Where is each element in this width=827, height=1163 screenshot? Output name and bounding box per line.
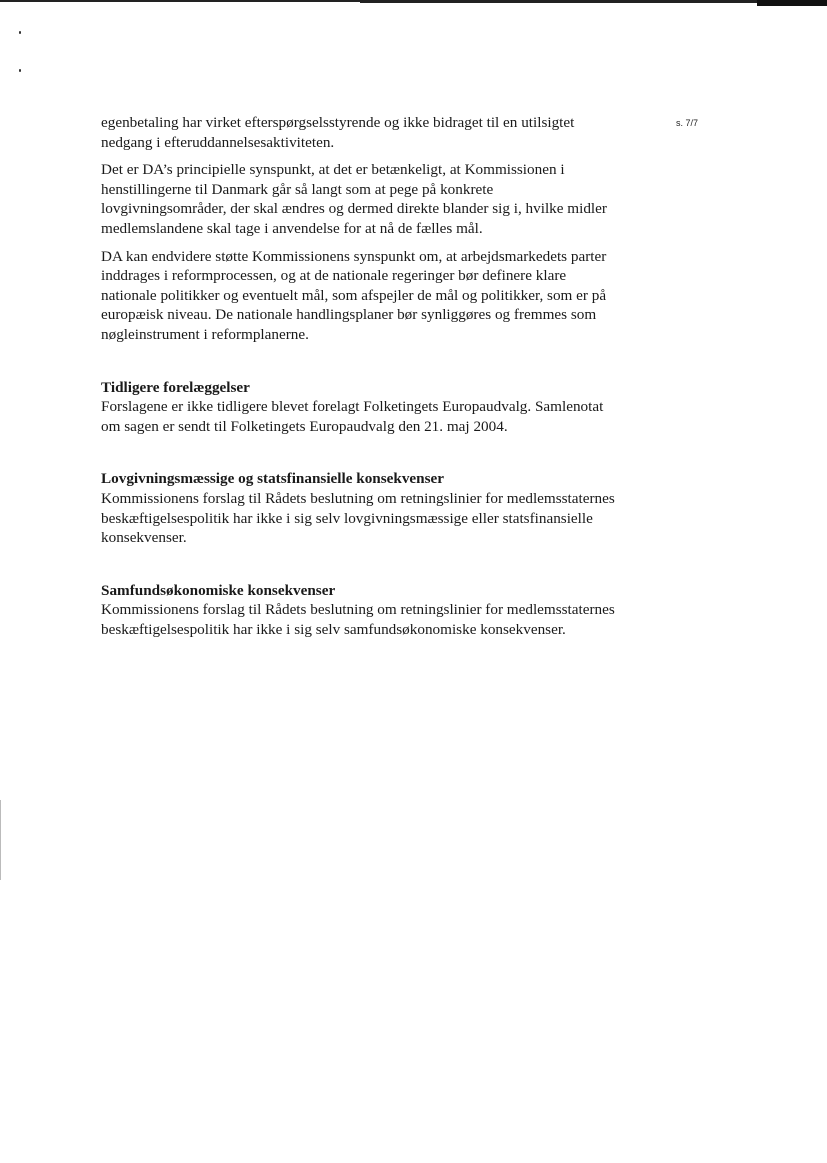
- section-heading: Lovgivningsmæssige og statsfinansielle konsekvenser: [101, 470, 445, 488]
- section-text: Kommissionens forslag til Rådets beslutning om retningslinier for medlemsstaternes beskæftigelsespolitik har ikke i sig selv lovgivningsmæssige eller statsfinansielle konsekvenser.: [101, 489, 615, 547]
- section-economic-consequences: [101, 581, 621, 640]
- document-body: [101, 113, 621, 639]
- scan-left-edge: [0, 800, 1, 880]
- body-paragraph: Det er DA’s principielle synspunkt, at det er betænkeligt, at Kommissionen i henstillingerne til Danmark går så langt som at pege på konkrete lovgivningsområder, der skal ændres og dermed direkte blander sig i, hvilke midler medlemslandene skal tage i anvendelse for at nå de fælles mål.: [101, 161, 607, 237]
- section-heading: Samfundsøkonomiske konsekvenser: [101, 581, 336, 599]
- page-number: s. 7/7: [676, 118, 699, 128]
- section-text: Kommissionens forslag til Rådets beslutning om retningslinier for medlemsstaternes beskæftigelsespolitik har ikke i sig selv samfundsøkonomiske konsekvenser.: [101, 601, 615, 638]
- section-previous-submissions: [101, 378, 621, 437]
- body-paragraph: egenbetaling har virket efterspørgselsstyrende og ikke bidraget til en utilsigtet nedgang i efteruddannelsesaktiviteten.: [101, 114, 575, 151]
- body-paragraph: DA kan endvidere støtte Kommissionens synspunkt om, at arbejdsmarkedets parter inddrages i reformprocessen, og at de nationale regeringer bør definere klare nationale politikker og eventuelt mål, som afspejler de mål og politikker, som er på europæisk niveau. De nationale handlingsplaner bør synliggøres og fremmes som nøgleinstrument i reformplanerne.: [101, 247, 607, 343]
- section-text: Forslagene er ikke tidligere blevet forelagt Folketingets Europaudvalg. Samlenotat om sagen er sendt til Folketingets Europaudvalg den 21. maj 2004.: [101, 398, 604, 435]
- scan-speck: [19, 31, 21, 34]
- scan-top-edge-left: [0, 0, 360, 2]
- section-legislative-consequences: [101, 469, 621, 547]
- section-heading: Tidligere forelæggelser: [101, 378, 250, 396]
- scan-speck: [19, 69, 21, 72]
- scan-top-edge-corner: [757, 0, 827, 6]
